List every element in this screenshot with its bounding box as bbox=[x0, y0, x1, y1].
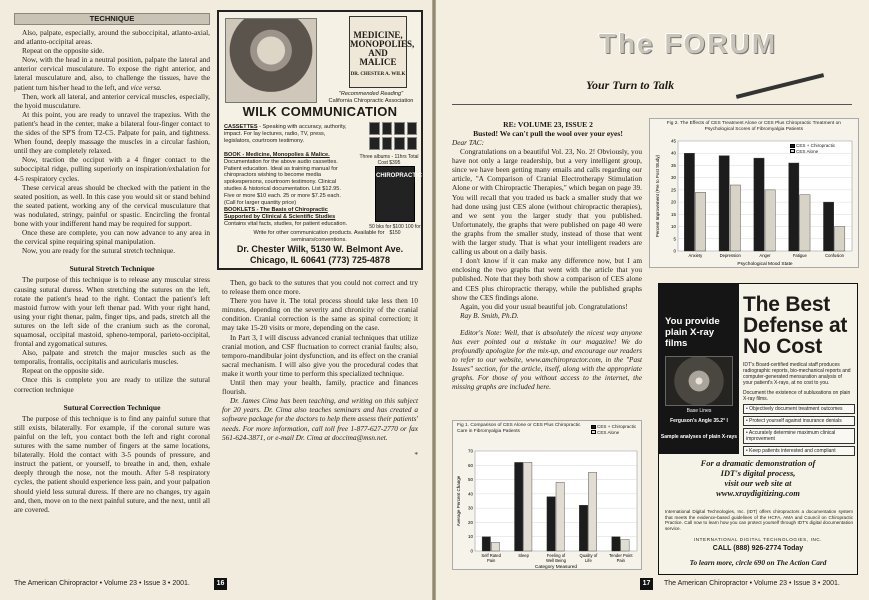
subheading: Sutural Correction Technique bbox=[63, 402, 161, 412]
bar bbox=[579, 505, 587, 551]
letter-heading bbox=[455, 120, 641, 138]
y-tick-label: 50 bbox=[467, 477, 473, 483]
benefit-list bbox=[743, 404, 855, 458]
legend-label: CES Alone bbox=[597, 429, 620, 435]
cta-line: visit our web site at bbox=[724, 478, 792, 488]
cta-line: IDT's digital process, bbox=[720, 468, 796, 478]
bar bbox=[719, 156, 729, 251]
bar bbox=[754, 158, 764, 251]
association-name: California Chiropractic Association bbox=[328, 97, 414, 104]
paragraph: Then, go back to the sutures that you could not correct and try to release them once more. bbox=[222, 278, 418, 297]
bar bbox=[621, 540, 629, 551]
legend-label: CES Alone bbox=[796, 148, 819, 154]
xray-caption: Base Lines bbox=[686, 408, 712, 414]
paragraph: Repeat on the opposite side. bbox=[22, 366, 105, 376]
paragraph: There you have it. The total process should take less then 10 minutes, depending on the severity and chronicity of the cranial condition. Cranial correction is the same as spinal correction; it may take 15-20 visits or more, depending on the case. bbox=[222, 296, 418, 333]
website-link[interactable]: www.xraydigitizing.com bbox=[716, 488, 800, 498]
chart-title: Fig 2. The Effects of CES Treatment Alone or CES Plus Chiropractic Treatment on Psychological Scores of Fibromyalgia Patients bbox=[666, 121, 841, 132]
legend-item bbox=[790, 149, 835, 155]
recommended-text: "Recommended Reading" bbox=[338, 91, 404, 97]
x-tick-label: Feeling of Well Being bbox=[546, 553, 566, 563]
page-number: 16 bbox=[214, 578, 227, 590]
best-defense-headline: The Best Defense at No Cost bbox=[743, 293, 848, 358]
ad-address bbox=[219, 244, 421, 266]
y-tick-label: 60 bbox=[467, 462, 473, 468]
ad-text: Document the existence of subluxations on plain X-ray films. bbox=[743, 390, 851, 402]
x-tick-label: Confusion bbox=[825, 253, 845, 258]
y-axis-label: Average Percent Change bbox=[456, 475, 461, 527]
paragraph: Now, you are ready for the sutural stretch technique. bbox=[22, 246, 176, 256]
paragraph: Congratulations on a beautiful Vol. 23, No. 2! Obviously, you have not only a large readership, but a very intelligent group, since we have been getting many emails and calls regarding our article, "A Comparison of Cranial Electrotherapy Stimulation Alone or with Chiropractic Therapies," which began on page 39. You will recall that you traded us back a smaller study that we had done using just CES alone (without chiropractic therapies), and we sent you the larger study that you published. Unfortunately, the graphs that were published on page 40 were the graphs from the smaller study, instead of those that went with the larger study. That is what your intelligent readers are calling us about on a daily basis. bbox=[452, 147, 642, 257]
paragraph: At this point, you are ready to unravel the trapezius. With the patient's head in the center, make a bilateral four-finger contact to the sides of the SP'S from T2-C5. Palpate for pain, and tightness. When found, deeply massage the muscles in a circular fashion, until they are completely relaxed. bbox=[14, 109, 210, 156]
cassettes-heading: CASSETTES bbox=[224, 124, 258, 130]
tapes-caption: Three albums - 11hrs Total Cost $395 bbox=[359, 154, 419, 166]
y-tick-label: 40 bbox=[467, 491, 473, 497]
salutation: Dear TAC: bbox=[452, 138, 485, 147]
fig2-plot bbox=[650, 119, 860, 269]
re-line: RE: VOLUME 23, ISSUE 2 bbox=[503, 120, 593, 129]
xray-caption: Ferguson's Angle 35.2° l bbox=[670, 418, 728, 424]
ad-dark-panel bbox=[659, 284, 739, 454]
provide-headline: You provide plain X-ray films bbox=[665, 316, 720, 349]
paragraph: Until then may your health, family, practice and finances flourish. bbox=[222, 378, 418, 397]
legend-item bbox=[591, 430, 636, 436]
bar bbox=[612, 537, 620, 551]
address-line-1: Dr. Chester Wilk, 5130 W. Belmont Ave. bbox=[236, 244, 404, 254]
y-tick-label: 10 bbox=[467, 534, 473, 540]
forum-header bbox=[540, 28, 836, 72]
y-tick-label: 30 bbox=[670, 175, 676, 181]
paragraph-italic: vice versa. bbox=[130, 82, 162, 92]
paragraph: Also, palpate, especially, around the suboccipital, atlanto-axial, and atlanto-occipital areas. bbox=[14, 28, 210, 47]
y-tick-label: 35 bbox=[670, 162, 676, 168]
chart-legend bbox=[591, 424, 636, 435]
address-line-2: Chicago, IL 60641 (773) 725-4878 bbox=[250, 255, 390, 265]
end-mark: * bbox=[414, 449, 418, 459]
chart-legend bbox=[790, 143, 835, 154]
book-blurb bbox=[224, 152, 350, 206]
bar bbox=[556, 482, 564, 551]
benefit-item: • Keep patients interested and compliant bbox=[743, 446, 855, 456]
left-page bbox=[0, 0, 432, 600]
y-tick-label: 15 bbox=[670, 211, 676, 217]
x-tick-label: Quality of Life bbox=[579, 553, 598, 563]
bar bbox=[823, 202, 833, 251]
y-axis-label: Percent Improvement (Pre to Post Study) bbox=[655, 154, 660, 238]
bar bbox=[765, 190, 775, 251]
x-axis-label: Category Measured bbox=[534, 565, 578, 570]
book-cover-title: MEDICINE, MONOPOLIES, AND MALICE bbox=[350, 30, 415, 67]
paragraph: Once this is complete you are ready to utilize the sutural correction technique bbox=[14, 375, 210, 394]
fig1-plot bbox=[453, 421, 643, 571]
paragraph: Once these are complete, you can now advance to any area in the cervical spine requiring spinal manipulation. bbox=[14, 228, 210, 247]
paragraph: In Part 3, I will discuss advanced cranial techniques that utilize cranial motion, and CSF fluctuation to correct cranial faults; also, temporo-mandibular joint dysfunction, and its effect on the cranial sacral mechanism. I will also give you the procedural codes that make it worth your time to perform this specialized technique. bbox=[222, 332, 418, 378]
x-axis-label: Psychological Mood State bbox=[737, 262, 793, 267]
y-tick-label: 5 bbox=[673, 236, 676, 242]
bar bbox=[684, 153, 694, 251]
x-tick-label: Depression bbox=[719, 253, 741, 258]
benefit-item: • Accurately determine maximum clinical improvement bbox=[743, 428, 855, 444]
bar bbox=[588, 472, 596, 551]
cassettes-text: - Speaking with accuracy, authority, impact. For lay lectures, radio, TV, press, legislators, courtroom testimony. bbox=[224, 124, 347, 144]
paragraph: Now, traction the occiput with a 4 finger contact to the suboccipital ridge, pulling superiorly on inspiration/exhalation for 4-5 respiratory cycles. bbox=[14, 155, 210, 183]
paragraph: Again, you did your usual beautiful job. Congratulations! bbox=[460, 301, 628, 311]
y-tick-label: 20 bbox=[467, 519, 473, 525]
paragraph: I don't know if it can make any difference now, but I am enclosing the two graphs that went with the article that you published. Note that they both show a comparison of CES alone and CES plus chiropractic therapy, while the published graphs show the CES findings alone. bbox=[452, 256, 642, 302]
article-column-2 bbox=[222, 278, 418, 459]
chart-title: Fig 1. Comparison of CES Alone or CES Plus Chiropractic Care in Fibromyalgia Patients bbox=[457, 423, 581, 434]
bar bbox=[695, 192, 705, 251]
y-tick-label: 40 bbox=[670, 150, 676, 156]
book-heading: BOOK - Medicine, Monopolies & Malice. bbox=[224, 152, 330, 158]
legend-label: CES + Chiropractic bbox=[597, 424, 637, 429]
booklet-cover: CHIROPRACTIC bbox=[375, 166, 415, 222]
forum-title: The FORUM bbox=[598, 28, 778, 59]
company-blurb: International Digital Technologies, Inc. (IDT) offers chiropractors a documentation system that meets the evidence-based guidelines of the HCFA, AMA and Council on Chiropractic Practice. Call now to learn how you can protect yourself through IDT's digital documentation service. bbox=[665, 509, 853, 531]
paragraph: Repeat on the opposite side. bbox=[22, 46, 105, 56]
y-tick-label: 70 bbox=[467, 448, 473, 454]
x-tick-label: Anger bbox=[759, 253, 771, 258]
y-tick-label: 30 bbox=[467, 505, 473, 511]
paragraph-text: Now, with the head in a neutral position, palpate the lateral and anterior cervical musculature. To expose the right anterior, and lateral musculature and, also, to challenge the tissues, have the patient turn his/her head to the left, and bbox=[14, 55, 210, 92]
section-label: TECHNIQUE bbox=[14, 13, 210, 25]
call-to-action bbox=[659, 458, 857, 498]
bar bbox=[524, 462, 532, 551]
fig1-chart bbox=[452, 420, 642, 570]
subheading: Sutural Stretch Technique bbox=[69, 264, 155, 274]
legend-label: CES + Chiropractic bbox=[796, 143, 836, 148]
action-card-line: To learn more, circle 690 on The Action Card bbox=[689, 558, 827, 567]
bar bbox=[482, 537, 490, 551]
y-tick-label: 20 bbox=[670, 199, 676, 205]
book-text: Documentation for the above audio cassettes. Patient education. Ideal as training manual for chiropractors wishing to become media spokespersons, courtroom testimony. Clinical studies & historical documentation. List $12.95. Five or more $10 each. 25 or more $7.25 each. (Call for larger quantity price) bbox=[224, 158, 341, 206]
cta-line: For a dramatic demonstration of bbox=[700, 458, 816, 468]
booklet-price: 50 bks for $100 100 for $150 bbox=[369, 224, 421, 236]
paragraph: Then, work all lateral, and anterior cervical muscles, especially, the hyoid musculature. bbox=[14, 91, 210, 110]
bar bbox=[547, 497, 555, 551]
bar bbox=[800, 195, 810, 251]
article-column-1 bbox=[14, 28, 210, 514]
paragraph bbox=[14, 55, 210, 91]
y-tick-label: 0 bbox=[673, 248, 676, 254]
cassettes-blurb bbox=[224, 124, 350, 144]
y-tick-label: 45 bbox=[670, 138, 676, 144]
y-tick-label: 10 bbox=[670, 224, 676, 230]
booklets-text: Contains vital facts, studies, for patient education. bbox=[224, 220, 348, 227]
benefit-item: • Objectively document treatment outcomes bbox=[743, 404, 855, 414]
x-tick-label: Tender Point Pain bbox=[609, 553, 633, 563]
bar bbox=[789, 163, 799, 251]
letter-column bbox=[452, 138, 642, 392]
booklets-blurb bbox=[224, 207, 350, 227]
idt-xray-ad bbox=[658, 283, 858, 575]
x-tick-label: Anxiety bbox=[688, 253, 703, 258]
book-cover-author: DR. CHESTER A. WILK bbox=[350, 72, 406, 77]
bar bbox=[515, 462, 523, 551]
footer: The American Chiropractor • Volume 23 • Issue 3 • 2001. bbox=[664, 580, 840, 587]
fig2-chart bbox=[649, 118, 859, 268]
editor-note: Editor's Note: Well, that is absolutely the nicest way anyone has ever pointed out a mistake in our magazine! We do profoundly apologize for the mix-up, and encourage our readers to refer to our website, www.amchiropractor.com, in the "Past Issues" section, for the article, itself, along with the appropriate graphs. For those of you without access to the internet, the missing graphs are included here. bbox=[452, 327, 642, 392]
xray-caption: Sample analyses of plain X-rays bbox=[660, 434, 738, 440]
paragraph: These cervical areas should be checked with the patient in the seated position, as well. In this case you would sit or stand behind the seated patient, working any of the cervical musculature that was nodulated, stringy, painful or spastic. Encircling the frontal bone with your indifferent hand may be required for support. bbox=[14, 182, 210, 228]
benefit-item: • Protect yourself against insurance denials bbox=[743, 416, 855, 426]
xray-image bbox=[665, 356, 733, 406]
phone-number: CALL (888) 926-2774 Today bbox=[712, 545, 804, 552]
bar bbox=[835, 227, 845, 251]
recommendation bbox=[323, 91, 419, 104]
paragraph: Also, palpate and stretch the major muscles such as the temporalis, frontalis, occipitalis and auricularis muscles. bbox=[14, 348, 210, 367]
paragraph: The purpose of this technique is to find any painful suture that still exists, bilaterally. For example, if the coronal suture was painful on the left, you contact both the left and right coronal sutures with the same number of fingers at the same locations, bilaterally. Hold the contact with 3-5 pounds of pressure, and instruct the patient, or yourself, to breathe in and, then, exhale deeply through the nose, not the mouth. After 5-8 respiratory cycles, the patient should experience less pain, and your palpation should yield less sutural duress. If there are no changes, try again and, then, move on to the next painful suture, and the next, until all are covered. bbox=[14, 413, 210, 514]
footer: The American Chiropractor • Volume 23 • Issue 3 • 2001. bbox=[14, 580, 190, 587]
x-tick-label: Fatigue bbox=[792, 253, 807, 258]
book-cover bbox=[349, 16, 415, 88]
y-tick-label: 0 bbox=[470, 548, 473, 554]
author-photo bbox=[225, 18, 317, 103]
page-number: 17 bbox=[640, 578, 653, 590]
ad-title: WILK COMMUNICATION bbox=[242, 104, 398, 119]
wilk-communication-ad bbox=[217, 10, 423, 270]
x-tick-label: Sleep bbox=[518, 553, 529, 558]
paragraph: The purpose of this technique is to release any muscular stress causing sutural duress. When stretching the sutures on the left, rotate the patient's head to the right. Contact the patient's left mastoid furrow with your left thenar pad. With your right hand, using your right thenar, palm, finger tips, and pads, stretch all the sutures on the left side of the cranium such as the coronal, squamosal, occipital mastoid, spheno-temporal, parieto-occipital, frontal and zygomatical sutures. bbox=[14, 275, 210, 349]
booklets-heading: BOOKLETS - The Basis of Chiropractic Supported by Clinical & Scientific Studies bbox=[224, 207, 336, 220]
forum-subtitle: Your Turn to Talk bbox=[586, 78, 675, 92]
header-rule bbox=[452, 104, 852, 105]
bar bbox=[730, 185, 740, 251]
y-tick-label: 25 bbox=[670, 187, 676, 193]
company-name: INTERNATIONAL DIGITAL TECHNOLOGIES, INC. bbox=[693, 537, 823, 542]
x-tick-label: Self Rated Pain bbox=[481, 553, 501, 563]
busted-line: Busted! We can't pull the wool over your eyes! bbox=[473, 129, 623, 138]
bar bbox=[491, 542, 499, 551]
write-for: Write for other communication products. Available for seminars/conventions. bbox=[253, 230, 385, 243]
ad-text: IDT's Board-certified medical staff produces radiographic reports, bio-mechanical reports and computer-generated mensuration analysis of your patient's X-rays, at no cost to you. bbox=[743, 362, 851, 386]
signature: Ray B. Smith, Ph.D. bbox=[460, 310, 519, 320]
cassette-albums-image bbox=[369, 122, 417, 150]
author-bio: Dr. James Cima has been teaching, and writing on this subject for 20 years. Dr. Cima also teaches seminars and has created a software package for the doctors to help them assess their patients' needs. For more information, call toll free 1-877-627-2770 or fax 561-624-3871, or e-mail Dr. Cima at doccima@msn.net. bbox=[222, 396, 418, 442]
